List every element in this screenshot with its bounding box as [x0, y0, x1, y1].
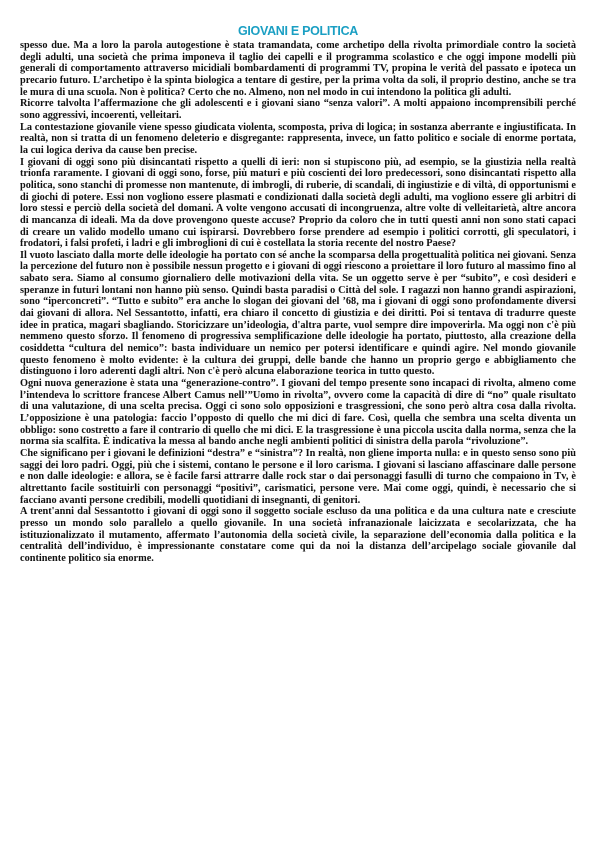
paragraph-sessantotto: A trent'anni dal Sessantotto i giovani di oggi sono il soggetto sociale escluso da una politica e da una cultura nate e cresciute presso un mondo solo parallelo a quello giovanile. In una società infranazionale laicizzata e secolarizzata, che ha istituzionalizzato il mutamento, affermato l’autonomia della società civile, la separazione dell’economia dalla politica e la centralità dell’individuo, è impressionante constatare come qui da noi la distanza dell’arcipelago sociale giovanile dal continente politico sia enorme. [20, 506, 576, 564]
paragraph-vuoto-ideologie: Il vuoto lasciato dalla morte delle ideologie ha portato con sé anche la scomparsa della progettualità politica nei giovani. Senza la percezione del futuro non è possibile nessun progetto e i giovani di oggi riescono a proiettare il loro futuro al massimo fino al sabato sera. Siamo al consumo giornaliero delle motivazioni della vita. Se un oggetto serve è per “subito”, e così desideri e speranze in futuri lontani non hanno più senso. Quindi basta paradisi o Città del sole. I ragazzi non hanno grandi aspirazioni, sono “iperconcreti”. “Tutto e subito” era anche lo slogan dei giovani del ’68, ma i giovani di oggi sono profondamente diversi dai giovani di allora. Nel Sessantotto, infatti, era chiaro il concetto di giustizia e dei diritti. Poi si tentava di tradurre queste idee in pratica, magari sbagliando. Storicizzare un’ideologia, d'altra parte, vuol sempre dire impoverirla. Ma oggi non c'è più nemmeno questo sforzo. Il fenomeno di progressiva semplificazione delle ideologie ha portato, piuttosto, alla creazione della cosiddetta “cultura del nemico”: basta individuare un nemico per potersi identificare e quindi agire. Nel mondo giovanile questo fenomeno è molto evidente: è la cultura dei gruppi, delle bande che hanno un proprio gergo e abbigliamento che distinguono i loro aderenti dagli altri. Non c'è però alcuna elaborazione teorica in tutto questo. [20, 249, 576, 378]
paragraph-disincantati: I giovani di oggi sono più disincantati rispetto a quelli di ieri: non si stupiscono più, ad esempio, se la giustizia nella realtà trionfa raramente. I giovani di oggi sono, forse, più maturi e più coscienti dei loro predecessori, sono disincantati rispetto alla politica, sono stanchi di promesse non mantenute, di imbrogli, di ruberie, di scandali, di ingiustizie e di viltà, di opportunismi e di giochi di potere. Essi non vogliono essere plasmati e condizionati dalla società degli adulti, ma vogliono essere gli arbitri di loro stessi e perciò della società del domani. A volte vengono accusati di incongruenza, altre volte di velleitarietà, altre ancora di mancanza di ideali. Ma da dove provengono queste accuse? Proprio da coloro che in tutti questi anni non sono stati capaci di creare un valido modello umano cui ispirarsi. Dovrebbero forse prendere ad esempio i politici corrotti, gli speculatori, i frodatori, i falsi profeti, i ladri e gli imbroglioni di cui è costellata la storia recente del nostro Paese? [20, 156, 576, 250]
document-title: GIOVANI E POLITICA [237, 24, 359, 38]
paragraph-autogestione: spesso due. Ma a loro la parola autogestione è stata tramandata, come archetipo della rivolta primordiale contro la società degli adulti, una società che prima imponeva il taglio dei capelli e il programma scolastico e che oggi impone modelli più generali di comportamento attraverso micidiali bombardamenti di programmi TV, propina le verità del passato e ipoteca un precario futuro. L’archetipo è la spinta biologica a tentare di gestire, per la prima volta da soli, il proprio destino, anche se tra le mura di una scuola. Non è politica? Certo che no. Almeno, non nel modo in cui intendono la politica gli adulti. [20, 40, 576, 98]
document-page [20, 24, 576, 565]
paragraph-contestazione: La contestazione giovanile viene spesso giudicata violenta, scomposta, priva di logica; in sostanza aberrante e ingiustificata. In realtà, non si tratta di un fenomeno deleterio e disgregante: rappresenta, invece, un fatto politico e sociale di enorme portata, la cui logica deriva da cause ben precise. [20, 121, 576, 156]
paragraph-generazione-contro: Ogni nuova generazione è stata una “generazione-contro”. I giovani del tempo presente sono incapaci di rivolta, almeno come l’intendeva lo scrittore francese Albert Camus nell’”Uomo in rivolta”, ovvero come la capacità di dire di “no” quale risultato di una valutazione, di una scelta precisa. Oggi ci sono solo opposizioni e trasgressioni, che sono però altra cosa dalla rivolta. L’opposizione è una patologia: faccio l’opposto di quello che mi dici di fare. Così, quella che sembra una scelta diventa un obbligo: sono costretto a fare il contrario di quello che mi dici. E la trasgressione è una piccola uscita dalla norma, senza che la norma sia scalfita. È indicativa la messa al bando anche negli ambienti politici di sinistra della parola “rivoluzione”. [20, 378, 576, 448]
paragraph-destra-sinistra: Che significano per i giovani le definizioni “destra” e “sinistra”? In realtà, non gliene importa nulla: e in questo senso sono più saggi dei loro padri. Oggi, più che i sistemi, contano le persone e il loro carisma. I giovani si lasciano affascinare dalle persone e non dalle ideologie: e allora, se è facile farsi attrarre dalle rock star o dai personaggi fasulli di turno che compaiono in Tv, è altrettanto facile sostituirli con personaggi “positivi”, carismatici, persone vere. Mai come oggi, quindi, è necessario che si facciano avanti persone credibili, modelli quotidiani di insegnanti, di genitori. [20, 447, 576, 506]
paragraph-senza-valori: Ricorre talvolta l’affermazione che gli adolescenti e i giovani siano “senza valori”. A molti appaiono incomprensibili perché sono aggressivi, incoerenti, velleitari. [20, 98, 576, 121]
document-body [20, 40, 576, 565]
